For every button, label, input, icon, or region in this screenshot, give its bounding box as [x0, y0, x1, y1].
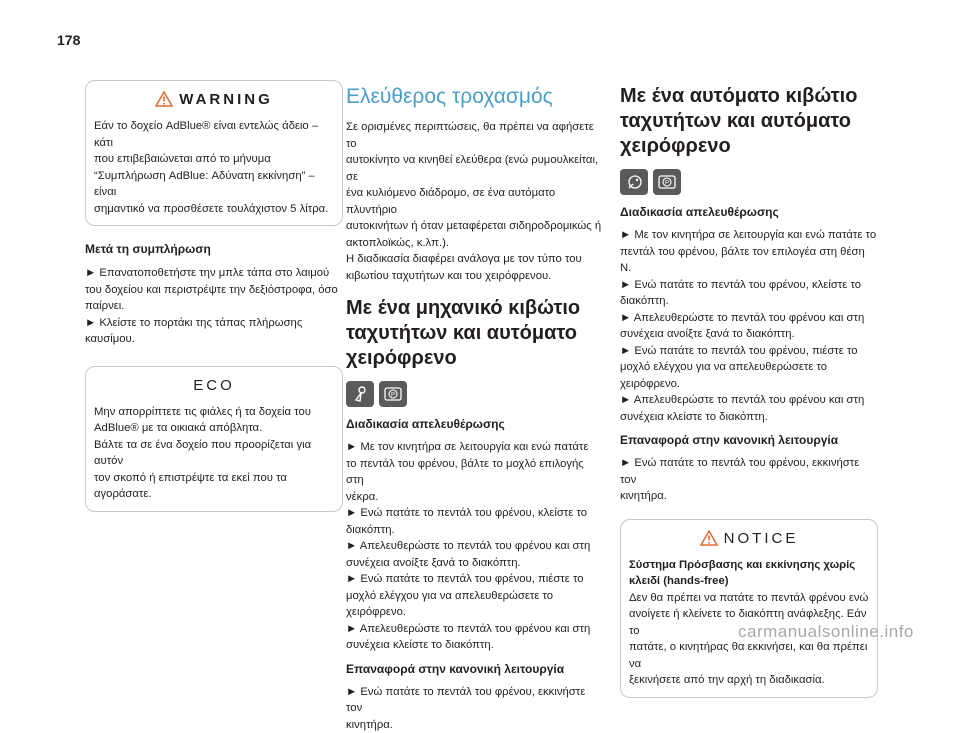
automatic-release-line: συνέχεια κλείστε το διακόπτη.	[620, 409, 878, 426]
eco-line: τον σκοπό ή επιστρέψτε τα εκεί που τα αγοράσατε.	[94, 470, 334, 503]
freewheel-line: ένα κυλιόμενο διάδρομο, σε ένα αυτόματο πλυντήριο	[346, 185, 604, 218]
manual-release-line: ► Ενώ πατάτε το πεντάλ του φρένου, κλείστε το	[346, 505, 604, 522]
svg-text:P: P	[391, 393, 395, 399]
manual-release-line: ► Με τον κινητήρα σε λειτουργία και ενώ πατάτε	[346, 439, 604, 456]
eco-box	[85, 366, 343, 512]
notice-box	[620, 519, 878, 698]
notice-title-row	[629, 530, 869, 547]
automatic-restore-heading: Επαναφορά στην κανονική λειτουργία	[620, 433, 878, 447]
automatic-release-line: πεντάλ του φρένου, βάλτε τον επιλογέα στη θέση N.	[620, 244, 878, 277]
freewheel-line: κιβωτίου ταχυτήτων και του χειρόφρενου.	[346, 268, 604, 285]
notice-triangle-icon	[700, 530, 718, 546]
parking-brake-icon	[379, 381, 407, 407]
parking-brake-icon	[653, 169, 681, 195]
warning-triangle-icon	[155, 91, 173, 107]
warning-line: σημαντικό να προσθέσετε τουλάχιστον 5 λίτρα.	[94, 201, 334, 218]
manual-title-line: ταχυτήτων και αυτόματο	[346, 321, 604, 346]
after-fill-line: ► Επανατοποθετήστε την μπλε τάπα στο λαιμού	[85, 265, 343, 282]
notice-line: ξεκινήσετε από την αρχή τη διαδικασία.	[629, 672, 869, 689]
freewheel-line: Η διαδικασία διαφέρει ανάλογα με τον τύπο του	[346, 251, 604, 268]
manual-restore-line: κινητήρα.	[346, 717, 604, 733]
notice-line: Δεν θα πρέπει να πατάτε το πεντάλ φρένου ενώ	[629, 590, 869, 607]
column-right	[620, 84, 878, 698]
after-fill-line: παίρνει.	[85, 298, 343, 315]
manual-release-line: συνέχεια κλείστε το διακόπτη.	[346, 637, 604, 654]
watermark: carmanualsonline.info	[738, 622, 914, 642]
automatic-title	[620, 84, 878, 159]
freewheel-line: αυτοκινήτων ή όταν μεταφέρεται σιδηροδρομικώς ή	[346, 218, 604, 235]
automatic-release-line: συνέχεια ανοίξτε ξανά το διακόπτη.	[620, 326, 878, 343]
freewheel-line: ακτοπλοϊκώς, κ.λπ.).	[346, 235, 604, 252]
automatic-restore-line: κινητήρα.	[620, 488, 878, 505]
automatic-release-line: ► Ενώ πατάτε το πεντάλ του φρένου, κλείστε το	[620, 277, 878, 294]
manual-restore-heading: Επαναφορά στην κανονική λειτουργία	[346, 662, 604, 676]
warning-box	[85, 80, 343, 226]
automatic-release-line: ► Ενώ πατάτε το πεντάλ του φρένου, πιέστε το	[620, 343, 878, 360]
svg-text:P: P	[665, 181, 669, 187]
manual-release-heading: Διαδικασία απελευθέρωσης	[346, 417, 604, 431]
manual-release-line: διακόπτη.	[346, 522, 604, 539]
automatic-icons	[620, 169, 878, 195]
freewheel-line: αυτοκίνητο να κινηθεί ελεύθερα (ενώ ρυμουλκείται, σε	[346, 152, 604, 185]
notice-heading-line: κλειδί (hands-free)	[629, 573, 869, 590]
manual-title-line: Με ένα μηχανικό κιβώτιο	[346, 296, 604, 321]
manual-title-line: χειρόφρενο	[346, 346, 604, 371]
manual-icons	[346, 381, 604, 407]
eco-line: AdBlue® με τα οικιακά απόβλητα.	[94, 420, 334, 437]
automatic-release-line: ► Απελευθερώστε το πεντάλ του φρένου και στη	[620, 392, 878, 409]
manual-release-line: συνέχεια ανοίξτε ξανά το διακόπτη.	[346, 555, 604, 572]
notice-line: πατάτε, ο κινητήρας θα εκκινήσει, και θα πρέπει να	[629, 639, 869, 672]
warning-line: “Συμπλήρωση AdBlue: Αδύνατη εκκίνηση” – είναι	[94, 168, 334, 201]
after-fill-heading: Μετά τη συμπλήρωση	[85, 242, 343, 256]
warning-line: που επιβεβαιώνεται από το μήνυμα	[94, 151, 334, 168]
automatic-title-line: Με ένα αυτόματο κιβώτιο	[620, 84, 878, 109]
manual-release-line: νέκρα.	[346, 489, 604, 506]
automatic-release-line: ► Με τον κινητήρα σε λειτουργία και ενώ πατάτε το	[620, 227, 878, 244]
notice-line: ανοίγετε ή κλείνετε το διακόπτη ανάφλεξης. Εάν το	[629, 606, 869, 639]
manual-title	[346, 296, 604, 371]
eco-line: Μην απορρίπτετε τις φιάλες ή τα δοχεία του	[94, 404, 334, 421]
automatic-title-line: χειρόφρενο	[620, 134, 878, 159]
notice-heading-line: Σύστημα Πρόσβασης και εκκίνησης χωρίς	[629, 557, 869, 574]
gear-selector-icon	[620, 169, 648, 195]
manual-release-line: ► Απελευθερώστε το πεντάλ του φρένου και στη	[346, 538, 604, 555]
manual-release-line: μοχλό ελέγχου για να απελευθερώσετε το χειρόφρενο.	[346, 588, 604, 621]
automatic-release-line: μοχλό ελέγχου για να απελευθερώσετε το χειρόφρενο.	[620, 359, 878, 392]
gear-lever-icon	[346, 381, 374, 407]
column-left	[85, 80, 343, 512]
freewheel-title: Ελεύθερος τροχασμός	[346, 85, 604, 109]
manual-release-line: ► Ενώ πατάτε το πεντάλ του φρένου, πιέστε το	[346, 571, 604, 588]
notice-title: NOTICE	[724, 530, 799, 547]
column-middle	[346, 85, 604, 733]
automatic-release-heading: Διαδικασία απελευθέρωσης	[620, 205, 878, 219]
eco-line: Βάλτε τα σε ένα δοχείο που προορίζεται για αυτόν	[94, 437, 334, 470]
automatic-release-line: ► Απελευθερώστε το πεντάλ του φρένου και στη	[620, 310, 878, 327]
manual-release-line: ► Απελευθερώστε το πεντάλ του φρένου και στη	[346, 621, 604, 638]
warning-line: Εάν το δοχείο AdBlue® είναι εντελώς άδειο – κάτι	[94, 118, 334, 151]
automatic-title-line: ταχυτήτων και αυτόματο	[620, 109, 878, 134]
warning-title-row	[94, 91, 334, 108]
after-fill-line: ► Κλείστε το πορτάκι της τάπας πλήρωσης καυσίμου.	[85, 315, 343, 348]
automatic-release-line: διακόπτη.	[620, 293, 878, 310]
freewheel-line: Σε ορισμένες περιπτώσεις, θα πρέπει να αφήσετε το	[346, 119, 604, 152]
after-fill-line: του δοχείου και περιστρέψτε την δεξιόστροφα, όσο	[85, 282, 343, 299]
automatic-restore-line: ► Ενώ πατάτε το πεντάλ του φρένου, εκκινήστε τον	[620, 455, 878, 488]
warning-title: WARNING	[179, 91, 273, 108]
eco-title: ECO	[94, 377, 334, 394]
manual-release-line: το πεντάλ του φρένου, βάλτε το μοχλό επιλογής στη	[346, 456, 604, 489]
page-number: 178	[57, 32, 80, 48]
manual-restore-line: ► Ενώ πατάτε το πεντάλ του φρένου, εκκινήστε τον	[346, 684, 604, 717]
